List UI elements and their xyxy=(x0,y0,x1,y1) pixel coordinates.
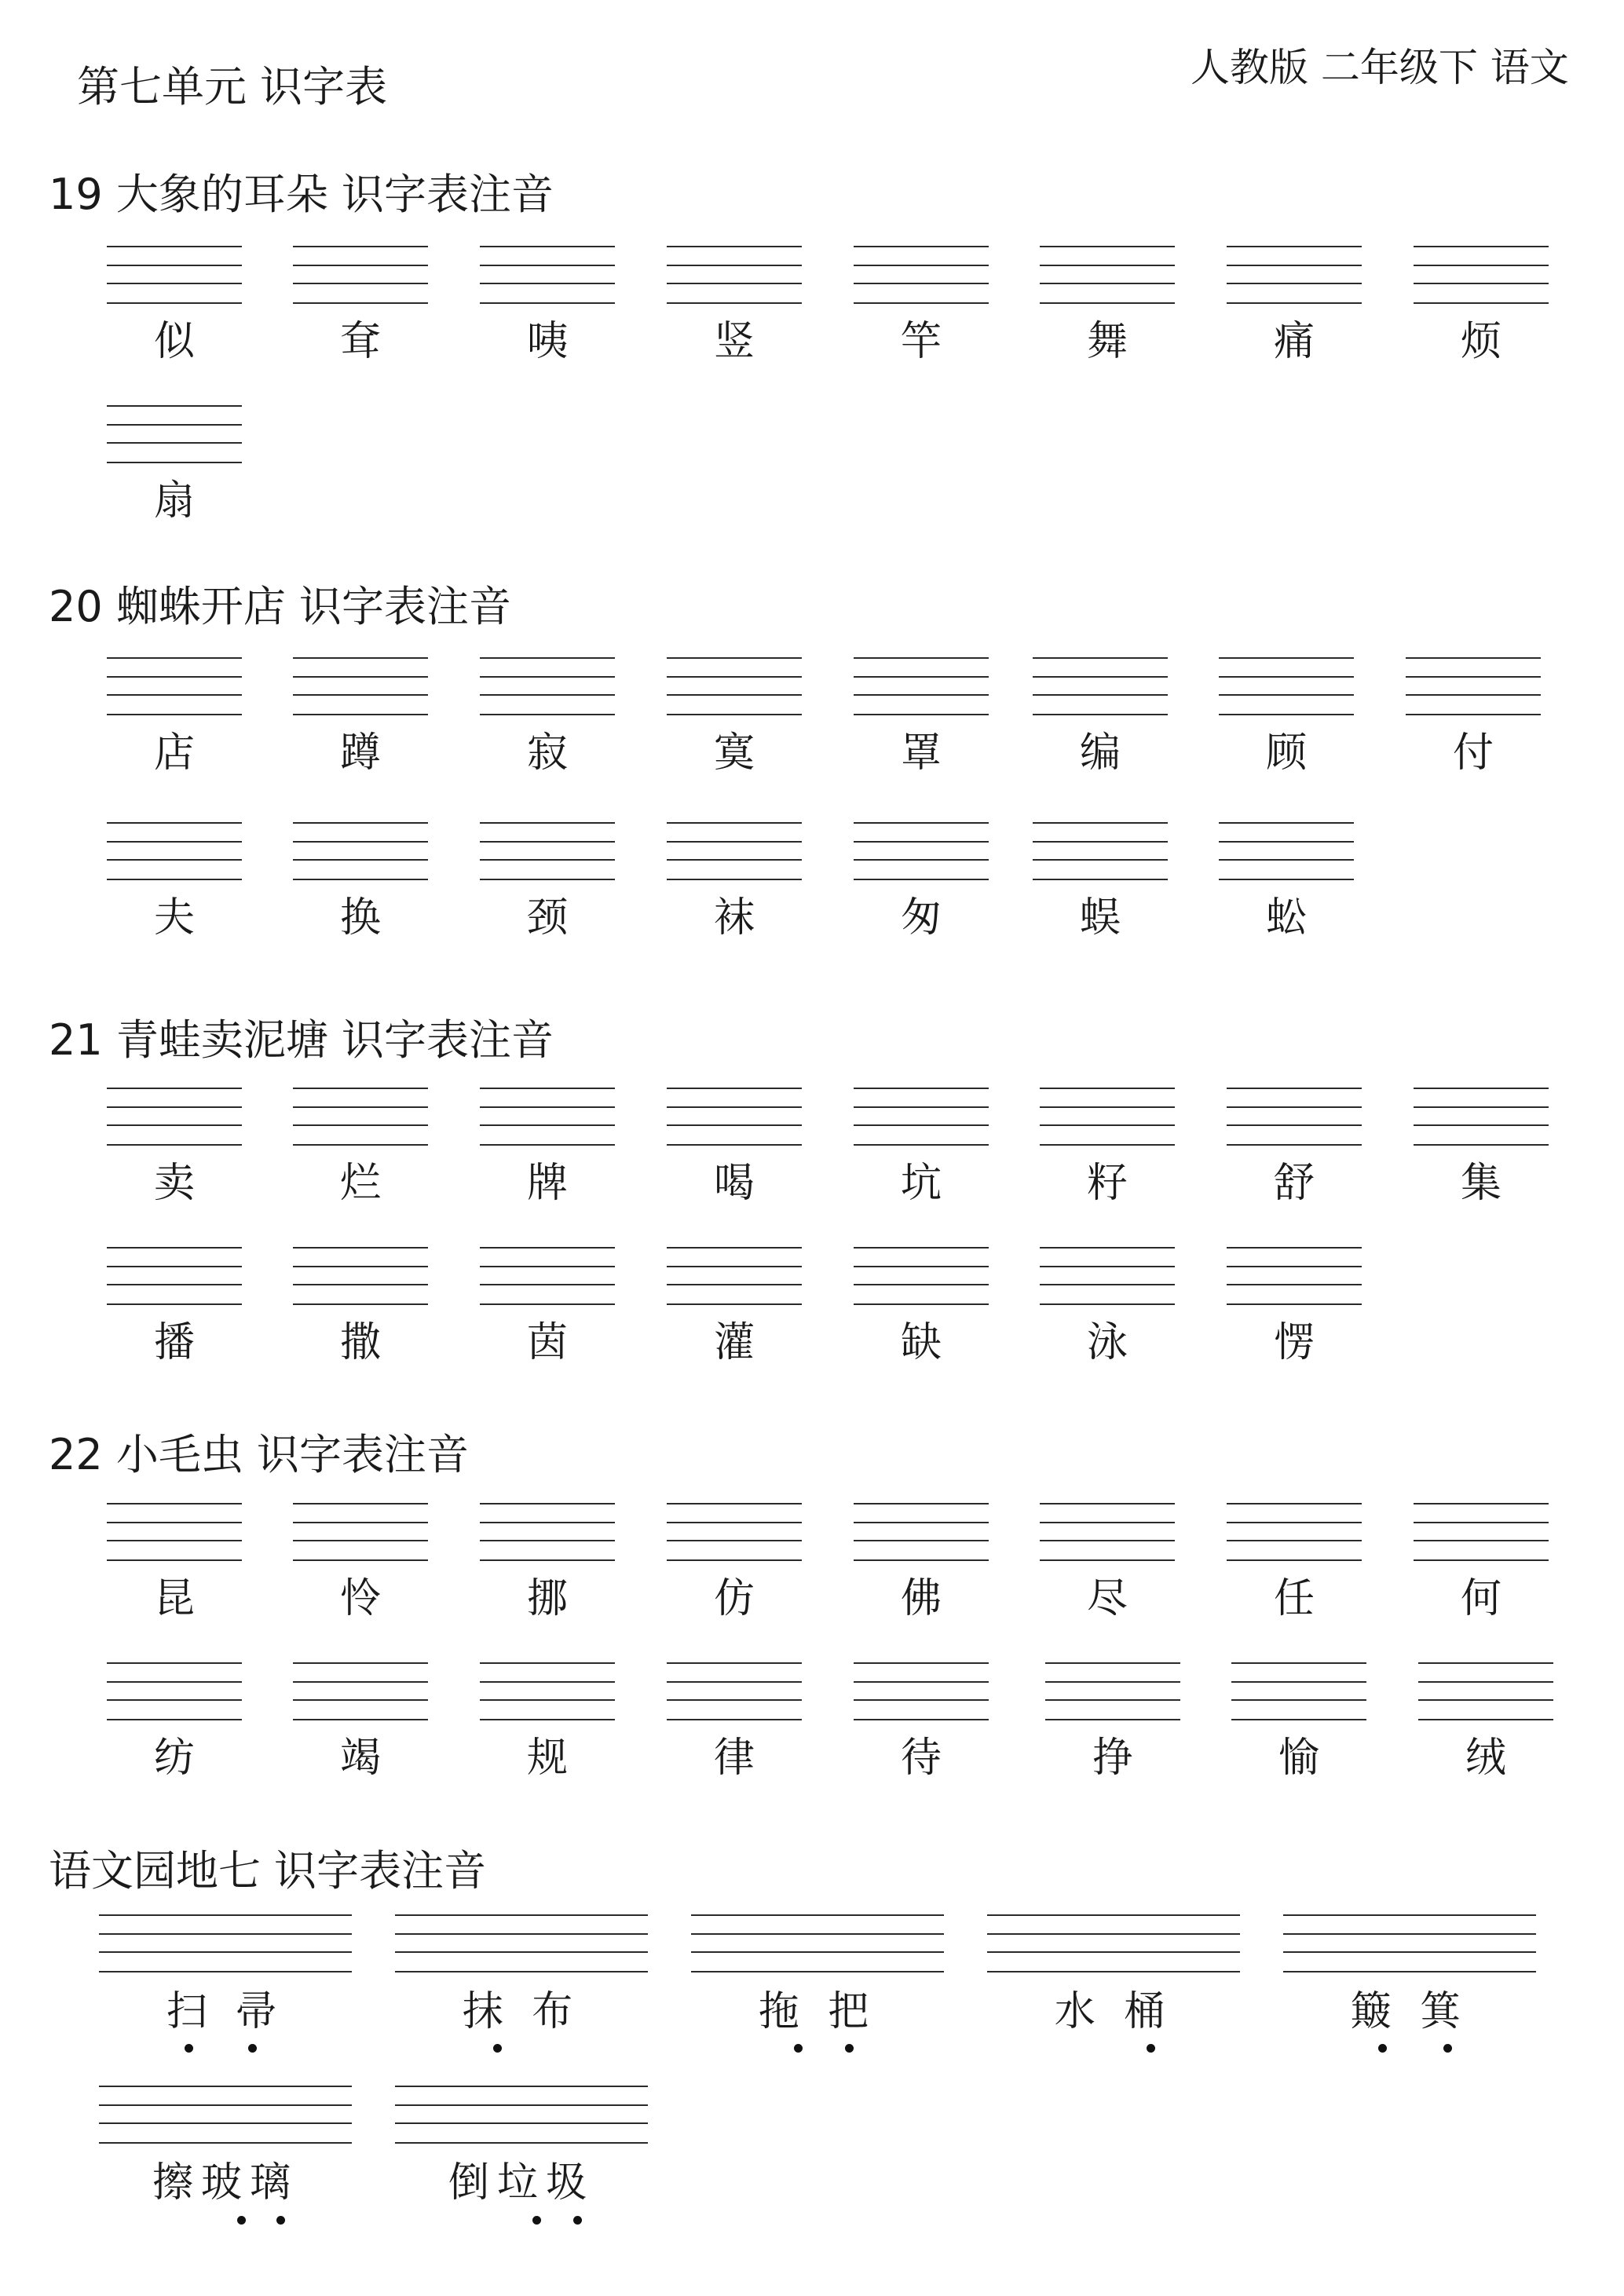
hanzi-char: 挣 xyxy=(1092,1735,1133,1782)
emphasis-dot xyxy=(276,2216,285,2225)
hanzi-char: 卖 xyxy=(153,1160,195,1207)
hanzi-char: 灌 xyxy=(713,1319,755,1366)
hanzi-char: 似 xyxy=(153,318,195,365)
pinyin-lines[interactable] xyxy=(480,822,615,880)
document-title: 第七单元 识字表 xyxy=(77,62,388,112)
hanzi-word: 擦玻璃 xyxy=(152,2159,298,2206)
emphasis-dot xyxy=(1378,2044,1387,2053)
hanzi-char: 匆 xyxy=(900,894,942,941)
hanzi-char: 泳 xyxy=(1086,1319,1128,1366)
emphasis-dot xyxy=(493,2044,502,2053)
pinyin-lines[interactable] xyxy=(1418,1662,1553,1720)
pinyin-lines[interactable] xyxy=(1414,1503,1549,1561)
pinyin-lines[interactable] xyxy=(1040,1503,1175,1561)
pinyin-lines[interactable] xyxy=(1033,822,1168,880)
emphasis-dot xyxy=(1443,2044,1452,2053)
hanzi-char: 牌 xyxy=(526,1160,568,1207)
hanzi-word: 倒垃圾 xyxy=(448,2159,594,2206)
emphasis-dot xyxy=(794,2044,803,2053)
pinyin-lines[interactable] xyxy=(293,246,428,304)
hanzi-char: 蚣 xyxy=(1265,894,1307,941)
emphasis-dot xyxy=(248,2044,257,2053)
pinyin-lines[interactable] xyxy=(107,1662,242,1720)
hanzi-char: 袜 xyxy=(713,894,755,941)
pinyin-lines[interactable] xyxy=(1227,246,1362,304)
pinyin-lines[interactable] xyxy=(667,246,802,304)
pinyin-lines[interactable] xyxy=(480,1662,615,1720)
pinyin-lines[interactable] xyxy=(107,1088,242,1146)
pinyin-lines[interactable] xyxy=(667,1088,802,1146)
pinyin-lines[interactable] xyxy=(1406,657,1541,715)
pinyin-lines[interactable] xyxy=(480,1503,615,1561)
pinyin-lines[interactable] xyxy=(107,1503,242,1561)
pinyin-lines[interactable] xyxy=(1414,246,1549,304)
hanzi-char: 愣 xyxy=(1273,1319,1315,1366)
emphasis-dot xyxy=(532,2216,541,2225)
section-title-22: 22 小毛虫 识字表注音 xyxy=(49,1430,470,1479)
hanzi-char: 撒 xyxy=(339,1319,381,1366)
hanzi-char: 舞 xyxy=(1086,318,1128,365)
pinyin-lines[interactable] xyxy=(1219,657,1354,715)
hanzi-char: 律 xyxy=(713,1735,755,1782)
pinyin-lines[interactable] xyxy=(987,1914,1240,1972)
pinyin-lines[interactable] xyxy=(854,1503,989,1561)
hanzi-word: 扫 帚 xyxy=(166,1988,285,2035)
pinyin-lines[interactable] xyxy=(1227,1088,1362,1146)
hanzi-char: 痛 xyxy=(1273,318,1315,365)
hanzi-char: 佛 xyxy=(900,1575,942,1622)
hanzi-word: 水 桶 xyxy=(1054,1988,1173,2035)
pinyin-lines[interactable] xyxy=(99,1914,352,1972)
hanzi-char: 挪 xyxy=(526,1575,568,1622)
pinyin-lines[interactable] xyxy=(480,1088,615,1146)
edition-label: 人教版 二年级下 语文 xyxy=(1191,45,1569,90)
hanzi-char: 蹲 xyxy=(339,729,381,777)
pinyin-lines[interactable] xyxy=(293,1088,428,1146)
hanzi-char: 耷 xyxy=(339,318,381,365)
hanzi-char: 蜈 xyxy=(1079,894,1121,941)
pinyin-lines[interactable] xyxy=(1040,246,1175,304)
pinyin-lines[interactable] xyxy=(667,822,802,880)
hanzi-word: 抹 布 xyxy=(462,1988,581,2035)
hanzi-char: 尽 xyxy=(1086,1575,1128,1622)
hanzi-char: 规 xyxy=(526,1735,568,1782)
pinyin-lines[interactable] xyxy=(293,657,428,715)
hanzi-char: 绒 xyxy=(1465,1735,1506,1782)
pinyin-lines[interactable] xyxy=(691,1914,944,1972)
pinyin-lines[interactable] xyxy=(293,1503,428,1561)
pinyin-lines[interactable] xyxy=(293,1662,428,1720)
emphasis-dot xyxy=(845,2044,854,2053)
pinyin-lines[interactable] xyxy=(1414,1088,1549,1146)
hanzi-char: 待 xyxy=(900,1735,942,1782)
emphasis-dot xyxy=(185,2044,193,2053)
pinyin-lines[interactable] xyxy=(854,246,989,304)
pinyin-lines[interactable] xyxy=(395,1914,648,1972)
hanzi-char: 仿 xyxy=(713,1575,755,1622)
pinyin-lines[interactable] xyxy=(1219,822,1354,880)
pinyin-lines[interactable] xyxy=(99,2086,352,2144)
hanzi-char: 纺 xyxy=(153,1735,195,1782)
hanzi-char: 何 xyxy=(1460,1575,1501,1622)
pinyin-lines[interactable] xyxy=(854,1662,989,1720)
pinyin-lines[interactable] xyxy=(854,1088,989,1146)
emphasis-dot xyxy=(1147,2044,1155,2053)
pinyin-lines[interactable] xyxy=(107,657,242,715)
pinyin-lines[interactable] xyxy=(854,657,989,715)
pinyin-lines[interactable] xyxy=(293,1247,428,1305)
hanzi-char: 夫 xyxy=(153,894,195,941)
pinyin-lines[interactable] xyxy=(854,1247,989,1305)
hanzi-char: 寞 xyxy=(713,729,755,777)
hanzi-char: 籽 xyxy=(1086,1160,1128,1207)
hanzi-char: 昆 xyxy=(153,1575,195,1622)
hanzi-char: 集 xyxy=(1460,1160,1501,1207)
hanzi-char: 竿 xyxy=(900,318,942,365)
hanzi-char: 愉 xyxy=(1278,1735,1319,1782)
hanzi-char: 店 xyxy=(153,729,195,777)
pinyin-lines[interactable] xyxy=(480,657,615,715)
pinyin-lines[interactable] xyxy=(107,246,242,304)
hanzi-char: 播 xyxy=(153,1319,195,1366)
pinyin-lines[interactable] xyxy=(1040,1088,1175,1146)
hanzi-char: 茵 xyxy=(526,1319,568,1366)
emphasis-dot xyxy=(573,2216,582,2225)
hanzi-char: 舒 xyxy=(1273,1160,1315,1207)
pinyin-lines[interactable] xyxy=(1033,657,1168,715)
pinyin-lines[interactable] xyxy=(667,1247,802,1305)
hanzi-char: 换 xyxy=(339,894,381,941)
section-title-19: 19 大象的耳朵 识字表注音 xyxy=(49,170,554,219)
emphasis-dot xyxy=(237,2216,246,2225)
hanzi-word: 拖 把 xyxy=(758,1988,877,2035)
pinyin-lines[interactable] xyxy=(1283,1914,1536,1972)
pinyin-lines[interactable] xyxy=(1231,1662,1366,1720)
hanzi-char: 罩 xyxy=(900,729,942,777)
hanzi-char: 咦 xyxy=(526,318,568,365)
pinyin-lines[interactable] xyxy=(480,1247,615,1305)
hanzi-char: 缺 xyxy=(900,1319,942,1366)
section-title-20: 20 蜘蛛开店 识字表注音 xyxy=(49,582,512,631)
hanzi-char: 烦 xyxy=(1460,318,1501,365)
hanzi-char: 坑 xyxy=(900,1160,942,1207)
pinyin-lines[interactable] xyxy=(107,1247,242,1305)
hanzi-char: 顾 xyxy=(1265,729,1307,777)
hanzi-char: 竭 xyxy=(339,1735,381,1782)
hanzi-char: 寂 xyxy=(526,729,568,777)
pinyin-lines[interactable] xyxy=(1040,1247,1175,1305)
pinyin-lines[interactable] xyxy=(1227,1247,1362,1305)
pinyin-lines[interactable] xyxy=(854,822,989,880)
pinyin-lines[interactable] xyxy=(667,1662,802,1720)
hanzi-char: 怜 xyxy=(339,1575,381,1622)
hanzi-char: 任 xyxy=(1273,1575,1315,1622)
pinyin-lines[interactable] xyxy=(107,405,242,463)
hanzi-char: 颈 xyxy=(526,894,568,941)
pinyin-lines[interactable] xyxy=(107,822,242,880)
hanzi-char: 付 xyxy=(1452,729,1494,777)
pinyin-lines[interactable] xyxy=(480,246,615,304)
hanzi-word: 簸 箕 xyxy=(1350,1988,1469,2035)
section-title-21: 21 青蛙卖泥塘 识字表注音 xyxy=(49,1015,554,1065)
section-title-garden: 语文园地七 识字表注音 xyxy=(49,1846,487,1896)
hanzi-char: 编 xyxy=(1079,729,1121,777)
hanzi-char: 竖 xyxy=(713,318,755,365)
hanzi-char: 烂 xyxy=(339,1160,381,1207)
hanzi-char: 喝 xyxy=(713,1160,755,1207)
pinyin-lines[interactable] xyxy=(1227,1503,1362,1561)
hanzi-char: 扇 xyxy=(153,477,195,525)
pinyin-lines[interactable] xyxy=(395,2086,648,2144)
pinyin-lines[interactable] xyxy=(667,1503,802,1561)
pinyin-lines[interactable] xyxy=(1045,1662,1180,1720)
pinyin-lines[interactable] xyxy=(667,657,802,715)
pinyin-lines[interactable] xyxy=(293,822,428,880)
